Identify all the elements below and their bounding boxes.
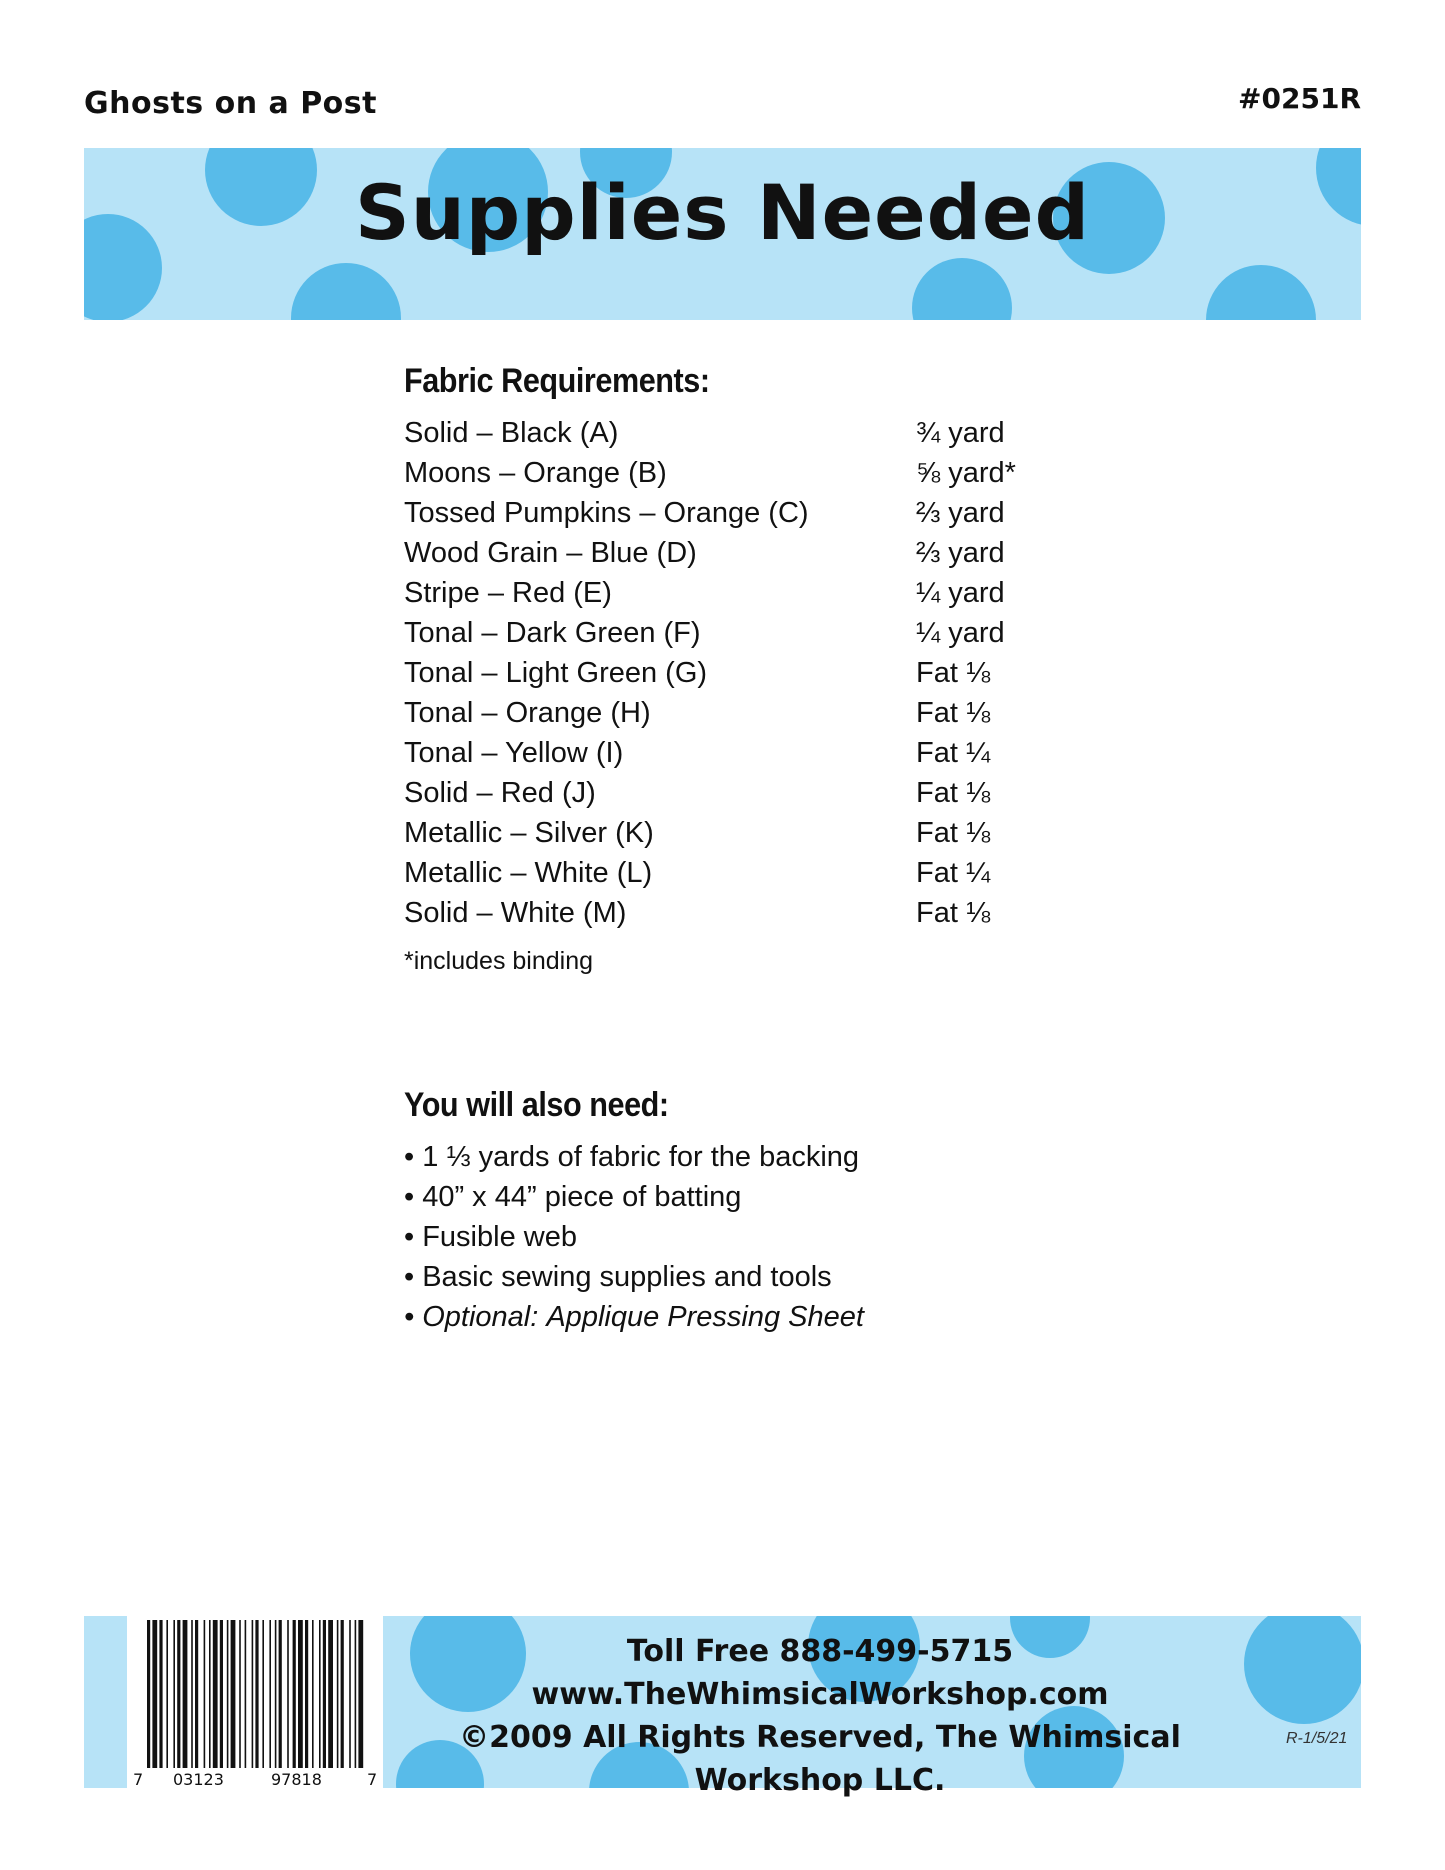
fabric-name: Wood Grain – Blue (D) — [404, 537, 697, 569]
barcode-bar — [177, 1620, 180, 1768]
barcode-bar — [245, 1620, 247, 1768]
barcode-bar — [227, 1620, 229, 1768]
page-title: Supplies Needed — [354, 168, 1091, 257]
fabric-name: Solid – Red (J) — [404, 777, 596, 809]
barcode-bar — [239, 1620, 241, 1768]
fabric-amount: Fat ⅛ — [916, 817, 991, 849]
list-item: • 40” x 44” piece of batting — [404, 1181, 742, 1213]
barcode-bar — [204, 1620, 206, 1768]
barcode-bar — [213, 1620, 218, 1768]
barcode-bar — [312, 1620, 314, 1768]
pattern-name: Ghosts on a Post — [84, 86, 377, 121]
additional-supplies — [404, 1086, 1204, 1337]
fabric-amount: Fat ⅛ — [916, 777, 991, 809]
barcode-bar — [337, 1620, 339, 1768]
fabric-amount: ¾ yard — [916, 417, 1005, 449]
fabric-name: Moons – Orange (B) — [404, 457, 667, 489]
barcode-bar — [231, 1620, 236, 1768]
pattern-number: #0251R — [1238, 82, 1361, 115]
barcode-bar — [298, 1620, 303, 1768]
fabric-name: Metallic – White (L) — [404, 857, 653, 889]
barcode-bar — [355, 1620, 357, 1768]
barcode-digit: 97818 — [271, 1770, 322, 1789]
barcode-bar — [252, 1620, 254, 1768]
list-item-optional — [404, 1297, 1204, 1337]
barcode-bar — [220, 1620, 223, 1768]
barcode-bars — [127, 1612, 383, 1772]
barcode-bar — [341, 1620, 344, 1768]
barcode-digit: 7 — [367, 1770, 378, 1789]
fabric-name: Solid – Black (A) — [404, 417, 619, 449]
list-item — [404, 453, 1104, 493]
list-item — [404, 813, 1104, 853]
list-item — [404, 733, 1104, 773]
fabric-name: Solid – White (M) — [404, 897, 627, 929]
list-item — [404, 893, 1104, 933]
fabric-amount: Fat ⅛ — [916, 697, 991, 729]
list-item — [404, 573, 1104, 613]
fabric-name: Metallic – Silver (K) — [404, 817, 654, 849]
barcode-bar — [328, 1620, 333, 1768]
barcode-bar — [319, 1620, 321, 1768]
list-item — [404, 653, 1104, 693]
fabric-name: Stripe – Red (E) — [404, 577, 612, 609]
barcode-bar — [183, 1620, 188, 1768]
barcode-bar — [287, 1620, 289, 1768]
fabric-requirements — [404, 362, 1104, 976]
barcode-bar — [358, 1620, 363, 1768]
barcode-bar — [255, 1620, 258, 1768]
fabric-name: Tonal – Orange (H) — [404, 697, 651, 729]
list-item: • Fusible web — [404, 1221, 577, 1253]
phone-number: Toll Free 888-499-5715 — [626, 1634, 1014, 1669]
barcode-bar — [173, 1620, 175, 1768]
barcode-bar — [279, 1620, 282, 1768]
revision-date: R-1/5/21 — [1286, 1730, 1348, 1747]
fabric-name: Tonal – Yellow (I) — [404, 737, 624, 769]
fabric-amount: Fat ¼ — [916, 857, 991, 889]
list-item — [404, 533, 1104, 573]
contact-info — [410, 1630, 1230, 1802]
barcode-bar — [323, 1620, 326, 1768]
list-item — [404, 493, 1104, 533]
fabric-amount: Fat ¼ — [916, 737, 991, 769]
fabric-amount: Fat ⅛ — [916, 657, 991, 689]
upc-barcode — [127, 1612, 383, 1790]
fabric-amount: Fat ⅛ — [916, 897, 991, 929]
fabric-amount: ⅔ yard — [916, 537, 1005, 569]
barcode-bar — [152, 1620, 157, 1768]
optional-text: Applique Pressing Sheet — [546, 1301, 864, 1333]
fabric-amount: ¼ yard — [916, 577, 1005, 609]
website: www.TheWhimsicalWorkshop.com — [531, 1677, 1109, 1712]
also-heading: You will also need: — [404, 1086, 669, 1124]
barcode-bar — [159, 1620, 162, 1768]
barcode-bar — [166, 1620, 168, 1768]
barcode-digit: 03123 — [173, 1770, 224, 1789]
barcode-bar — [209, 1620, 211, 1768]
barcode-bar — [147, 1620, 150, 1768]
barcode-bar — [191, 1620, 193, 1768]
list-item — [404, 693, 1104, 733]
list-item — [404, 853, 1104, 893]
barcode-bar — [195, 1620, 198, 1768]
list-item: • 1 ⅓ yards of fabric for the backing — [404, 1141, 860, 1173]
optional-label: • Optional: — [404, 1301, 539, 1333]
barcode-bar — [305, 1620, 308, 1768]
list-item — [404, 773, 1104, 813]
barcode-bar — [349, 1620, 351, 1768]
list-item — [404, 613, 1104, 653]
fabric-amount: ⅝ yard* — [916, 457, 1016, 489]
fabric-list — [404, 413, 1104, 933]
barcode-bar — [275, 1620, 277, 1768]
barcode-bar — [293, 1620, 296, 1768]
fabric-name: Tonal – Dark Green (F) — [404, 617, 701, 649]
fabric-amount: ⅔ yard — [916, 497, 1005, 529]
barcode-bar — [262, 1620, 264, 1768]
binding-footnote: *includes binding — [404, 947, 594, 975]
barcode-digit: 7 — [133, 1770, 144, 1789]
list-item — [404, 413, 1104, 453]
fabric-amount: ¼ yard — [916, 617, 1005, 649]
list-item: • Basic sewing supplies and tools — [404, 1261, 832, 1293]
copyright: ©2009 All Rights Reserved, The Whimsical Workshop LLC. — [459, 1720, 1181, 1798]
fabric-name: Tossed Pumpkins – Orange (C) — [404, 497, 809, 529]
fabric-name: Tonal – Light Green (G) — [404, 657, 708, 689]
fabric-heading: Fabric Requirements: — [404, 362, 710, 400]
barcode-bar — [269, 1620, 271, 1768]
